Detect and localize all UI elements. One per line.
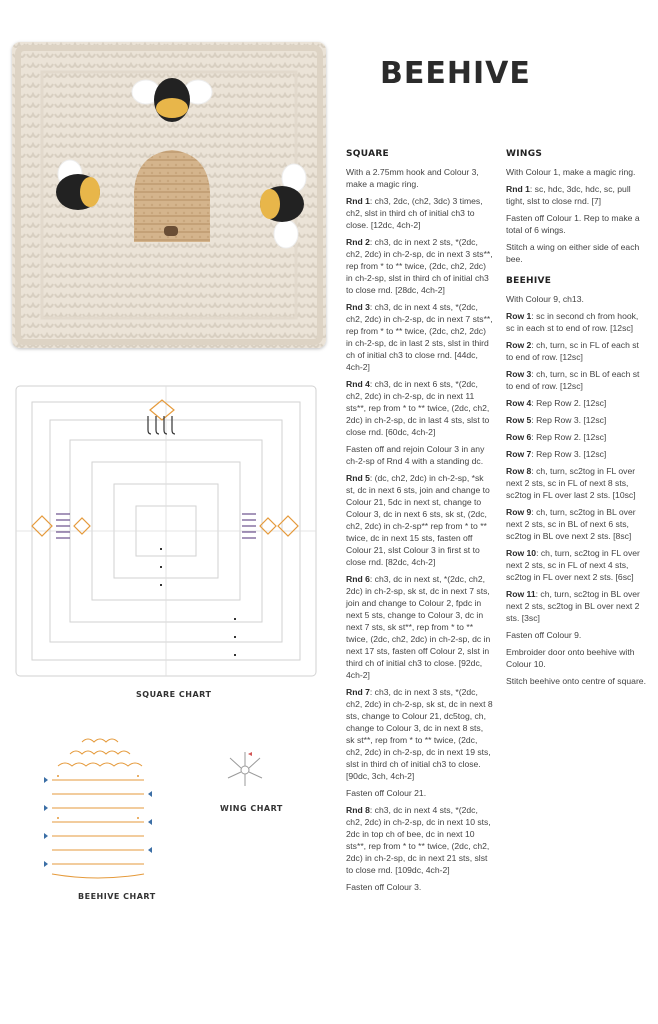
- square-photo: [12, 42, 326, 348]
- instruction-text: With Colour 9, ch13.: [506, 294, 584, 304]
- instruction-paragraph: [346, 443, 494, 467]
- wings-beehive-instructions: [506, 148, 648, 692]
- square-instructions: [346, 148, 494, 898]
- instruction-paragraph: [506, 241, 648, 265]
- instruction-paragraph: [506, 646, 648, 670]
- instruction-text: : ch3, 2dc, (ch2, 3dc) 3 times, ch2, slst in third ch of initial ch3 to close. [12dc, 4ch-2]: [346, 196, 483, 230]
- instruction-text: : ch, turn, sc2tog in FL over next 2 sts, sc in FL of next 4 sts, sc2tog in FL over next 2 sts. [6sc]: [506, 548, 640, 582]
- instruction-lead: Rnd 4: [346, 379, 370, 389]
- instruction-paragraph: [506, 310, 648, 334]
- instruction-text: Stitch a wing on either side of each bee.: [506, 242, 640, 264]
- instruction-lead: Rnd 6: [346, 574, 370, 584]
- instruction-paragraph: [506, 629, 648, 641]
- instruction-paragraph: [506, 675, 648, 687]
- instruction-paragraph: [346, 236, 494, 296]
- instruction-text: Fasten off Colour 9.: [506, 630, 582, 640]
- instruction-text: : Rep Row 2. [12sc]: [531, 432, 607, 442]
- instruction-lead: Row 3: [506, 369, 532, 379]
- instruction-paragraph: [346, 787, 494, 799]
- instruction-text: Stitch beehive onto centre of square.: [506, 676, 646, 686]
- instruction-text: : ch3, dc in next 4 sts, *(2dc, ch2, 2dc) in ch-2-sp, dc in next 10 sts, 2dc in top ch of bee, dc in next 10 sts**, rep from * to ** twice, (2dc, ch2, 2dc) in ch-2-sp, dc in next 21 sts, slst to close rnd. [109dc, 4ch-2]: [346, 805, 491, 875]
- instruction-paragraph: [346, 378, 494, 438]
- page-title: BEEHIVE: [380, 56, 531, 91]
- instruction-paragraph: [346, 472, 494, 568]
- instruction-lead: Row 9: [506, 507, 532, 517]
- instruction-text: Fasten off Colour 21.: [346, 788, 427, 798]
- instruction-text: : Rep Row 3. [12sc]: [531, 449, 607, 459]
- beehive-steps: [506, 293, 648, 687]
- instruction-text: With a 2.75mm hook and Colour 3, make a magic ring.: [346, 167, 479, 189]
- instruction-text: : ch, turn, sc2tog in FL over next 2 sts, sc in FL of next 8 sts, sc2tog in FL over last 2 sts. [10sc]: [506, 466, 636, 500]
- wing-chart-caption: WING CHART: [220, 804, 283, 813]
- instruction-lead: Row 2: [506, 340, 532, 350]
- instruction-paragraph: [346, 881, 494, 893]
- instruction-lead: Row 1: [506, 311, 532, 321]
- instruction-text: : ch, turn, sc in FL of each st to end of row. [12sc]: [506, 340, 639, 362]
- instruction-paragraph: [506, 506, 648, 542]
- instruction-text: : sc in second ch from hook, sc in each st to end of row. [12sc]: [506, 311, 639, 333]
- instruction-paragraph: [506, 465, 648, 501]
- instruction-paragraph: [506, 212, 648, 236]
- square-heading: SQUARE: [346, 149, 390, 159]
- instruction-paragraph: [346, 166, 494, 190]
- instruction-paragraph: [506, 414, 648, 426]
- instruction-text: : ch, turn, sc in BL of each st to end of row. [12sc]: [506, 369, 640, 391]
- instruction-lead: Rnd 5: [346, 473, 370, 483]
- instruction-text: : ch3, dc in next 3 sts, *(2dc, ch2, 2dc) in ch-2-sp, sk st, dc in next 8 sts, change to Colour 21, dc5tog, ch, change to Colour 3, dc in next 8 sts, sk st**, rep from * to ** twice, (2dc, ch2, 2dc) in ch-2-sp, dc in next 19 sts, slst in third ch of initial ch3 to close. [90dc, 3ch, 4ch-2]: [346, 687, 493, 781]
- instruction-paragraph: [506, 588, 648, 624]
- instruction-text: : Rep Row 3. [12sc]: [531, 415, 607, 425]
- instruction-paragraph: [346, 804, 494, 876]
- instruction-text: : sc, hdc, 3dc, hdc, sc, pull tight, slst to close rnd. [7]: [506, 184, 631, 206]
- instruction-paragraph: [506, 431, 648, 443]
- instruction-lead: Rnd 1: [506, 184, 530, 194]
- wings-steps: [506, 166, 648, 265]
- instruction-text: : ch, turn, sc2tog in BL over next 2 sts, sc2tog in BL over next 2 sts. [3sc]: [506, 589, 640, 623]
- instruction-text: : ch3, dc in next st, *(2dc, ch2, 2dc) in ch-2-sp, sk st, dc in next 7 sts, join and change to Colour 2, fpdc in next 5 sts, change to Colour 3, dc in next 7 sts, sk st**, rep from * to ** twice, (2dc, ch2, 2dc) in ch-2-sp, dc in next 17 sts, fasten off Colour 2, slst in third ch of initial ch3 to close. [92dc, 4ch-2]: [346, 574, 491, 680]
- instruction-text: : ch3, dc in next 4 sts, *(2dc, ch2, 2dc) in ch-2-sp, dc in next 7 sts**, rep from * to ** twice, (2dc, ch2, 2dc) in ch-2-sp, dc in last 2 sts, slst in third ch of initial ch3 to close rnd. [44dc, 4ch-2]: [346, 302, 493, 372]
- instruction-lead: Rnd 2: [346, 237, 370, 247]
- bee-motif-top: [148, 400, 175, 434]
- square-chart-caption: SQUARE CHART: [136, 690, 212, 699]
- instruction-paragraph: [346, 301, 494, 373]
- instruction-paragraph: [346, 573, 494, 681]
- instruction-paragraph: [506, 397, 648, 409]
- wings-heading: WINGS: [506, 149, 543, 159]
- instruction-text: Embroider door onto beehive with Colour 10.: [506, 647, 635, 669]
- instruction-lead: Row 7: [506, 449, 532, 459]
- bee-motif-left: [32, 514, 90, 538]
- beehive-chart: [38, 736, 158, 882]
- instruction-paragraph: [506, 339, 648, 363]
- instruction-paragraph: [346, 686, 494, 782]
- instruction-paragraph: [506, 368, 648, 392]
- bee-motif-right: [242, 514, 298, 538]
- square-chart: [10, 380, 322, 682]
- instruction-paragraph: [506, 183, 648, 207]
- instruction-text: Fasten off and rejoin Colour 3 in any ch-2-sp of Rnd 4 with a standing dc.: [346, 444, 485, 466]
- instruction-text: : ch, turn, sc2tog in BL over next 2 sts, sc in BL of next 6 sts, sc2tog in BL ove next 2 sts. [8sc]: [506, 507, 636, 541]
- instruction-lead: Row 8: [506, 466, 532, 476]
- instruction-lead: Rnd 3: [346, 302, 370, 312]
- instruction-lead: Row 6: [506, 432, 532, 442]
- photo-icon: [12, 42, 326, 348]
- instruction-text: Fasten off Colour 3.: [346, 882, 422, 892]
- instruction-lead: Row 4: [506, 398, 532, 408]
- instruction-paragraph: [506, 293, 648, 305]
- instruction-paragraph: [346, 195, 494, 231]
- instruction-lead: Row 5: [506, 415, 532, 425]
- instruction-paragraph: [506, 166, 648, 178]
- instruction-text: : ch3, dc in next 2 sts, *(2dc, ch2, 2dc) in ch-2-sp, dc in next 3 sts**, rep from * to ** twice, (2dc, ch2, 2dc) in ch-2-sp, slst in third ch of initial ch3 to close rnd. [28dc, 4ch-2]: [346, 237, 493, 295]
- beehive-chart-caption: BEEHIVE CHART: [78, 892, 156, 901]
- instruction-lead: Row 10: [506, 548, 537, 558]
- wing-chart: [224, 748, 266, 792]
- instruction-lead: Rnd 1: [346, 196, 370, 206]
- square-steps: [346, 166, 494, 893]
- instruction-text: : Rep Row 2. [12sc]: [531, 398, 607, 408]
- instruction-paragraph: [506, 448, 648, 460]
- beehive-heading: BEEHIVE: [506, 276, 552, 286]
- instruction-lead: Rnd 7: [346, 687, 370, 697]
- instruction-lead: Row 11: [506, 589, 536, 599]
- instruction-text: Fasten off Colour 1. Rep to make a total of 6 wings.: [506, 213, 640, 235]
- instruction-text: With Colour 1, make a magic ring.: [506, 167, 636, 177]
- instruction-text: : (dc, ch2, 2dc) in ch-2-sp, *sk st, dc in next 6 sts, join and change to Colour 21, 5dc in next st, change to Colour 3, dc in next 6 sts, sk st, (2dc, ch2, 2dc) in ch-2-sp** rep from * to ** twice, dc in next 15 sts, fasten off Colour 21, slst Colour 3 in first st to close rnd. [82dc, 4ch-2]: [346, 473, 490, 567]
- instruction-paragraph: [506, 547, 648, 583]
- instruction-text: : ch3, dc in next 6 sts, *(2dc, ch2, 2dc) in ch-2-sp, dc in next 11 sts**, rep from * to ** twice, (2dc, ch2, 2dc) in ch-2-sp, dc in last 4 sts, slst to close rnd. [60dc, 4ch-2]: [346, 379, 490, 437]
- instruction-lead: Rnd 8: [346, 805, 370, 815]
